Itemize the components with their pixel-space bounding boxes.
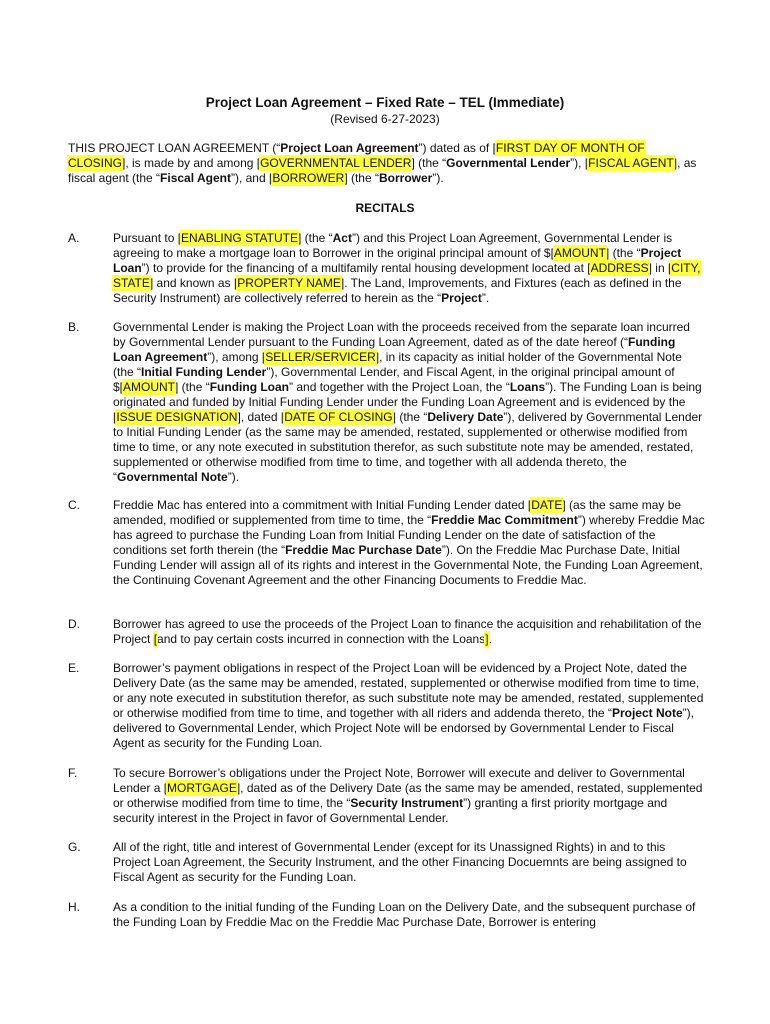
defined-term: Project Loan Agreement [280,141,419,155]
placeholder-field: ENABLING STATUTE [181,231,298,245]
recital-letter: G. [68,840,81,854]
text-run: ”). [432,171,444,185]
placeholder-field: AMOUNT [123,380,176,394]
text-run: ], dated as of the Delivery Date (as the same may be amended, restated, supplemented or otherwise modified from time to time, the “ [113,781,703,810]
text-run: ] (the “ [175,380,210,394]
text-run: ”) dated as of [ [418,141,496,155]
text-run: ”), Governmental Lender, and Fiscal Agent, in the original principal amount of $[ [113,365,675,394]
recital-text [113,661,705,751]
recital-letter: H. [68,900,80,914]
placeholder-field: FISCAL AGENT [588,156,674,170]
text-run: ”) granting a first priority mortgage and security interest in the Project in favor of Governmental Lender. [113,796,668,825]
placeholder-field: AMOUNT [553,246,606,260]
text-run: ”), [ [570,156,589,170]
defined-term: Initial Funding Lender [141,365,267,379]
text-run: ] (the “ [411,156,447,170]
text-run: ”. [481,291,490,305]
recital-text [113,231,705,306]
text-run: ”), and [ [230,171,273,185]
text-run: ] and known as [ [149,276,238,290]
placeholder-field: SELLER/SERVICER [265,350,376,364]
text-run: ], in its capacity as initial holder of the Governmental Note (the “ [113,350,682,379]
defined-term: Freddie Mac Commitment [431,513,578,527]
recital-letter: C. [68,498,80,512]
text-run: ]. The Land, Improvements, and Fixtures (each as defined in the Security Instrument) are collectively referred to herein as the “ [113,276,682,305]
defined-term: Governmental Lender [446,156,571,170]
text-run: Borrower has agreed to use the proceeds of the Project Loan to finance the acquisition and rehabilitation of the Project [113,617,702,646]
text-run: ”), delivered by Governmental Lender to Initial Funding Lender (as the same may be amended, restated, supplemented or otherwise modified from time to time, or any note executed in substitution therefor, as such substitute note may be amended, restated, supplemented or otherwise modified from time to time, and together with all addenda thereto, the “ [113,410,703,484]
text-run: ] (as the same may be amended, modified or supplemented from time to time, the “ [113,498,682,527]
placeholder-field: GOVERNMENTAL LENDER [260,156,412,170]
recital-text [113,617,705,647]
bracket-mark: ] [485,632,489,646]
placeholder-field: MORTGAGE [167,781,237,795]
placeholder-field: ADDRESS [590,261,649,275]
text-run: ”), delivered to Governmental Lender, which Project Note will be endorsed by Governmental Lender to Fiscal Agent as security for the Funding Loan. [113,706,694,750]
defined-term: Governmental Note [117,470,228,484]
placeholder-field: PROPERTY NAME [237,276,341,290]
text-run: ” and together with the Project Loan, the “ [289,380,510,394]
text-run: Pursuant to [ [113,231,182,245]
text-run: ”) whereby Freddie Mac has agreed to purchase the Funding Loan from Initial Funding Lender on the date of satisfaction of the conditions set forth therein (the “ [113,513,705,557]
recital-text [113,498,705,588]
recital-text [113,320,705,485]
defined-term: Delivery Date [427,410,504,424]
defined-term: Act [332,231,352,245]
defined-term: Project Loan [113,246,682,275]
text-run: ”). [227,470,240,484]
text-run: ”) to provide for the financing of a multifamily rental housing development located at [ [141,261,591,275]
placeholder-field: DATE OF CLOSING [284,410,393,424]
recital-letter: B. [68,320,80,334]
recital-text [113,766,705,826]
text-run: ”). On the Freddie Mac Purchase Date, Initial Funding Lender will assign all of its rights and interest in the Governmental Note, the Funding Loan Agreement, the Continuing Covenant Agreement and the other Financing Documents to Freddie Mac. [113,543,703,587]
text-run: ] (the “ [344,171,379,185]
intro-paragraph [68,141,704,186]
text-run: Borrower’s payment obligations in respect of the Project Loan will be evidenced by a Project Note, dated the Delivery Date (as the same may be amended, restated, supplemented or otherwise modified from time to time, or any note executed in substitution therefor, as such substitute note may be amended, restated, supplemented or otherwise modified from time to time, and together with all riders and addenda thereto, the “ [113,661,704,720]
text-run: ] in [ [648,261,672,275]
text-run: Freddie Mac has entered into a commitment with Initial Funding Lender dated [ [113,498,532,512]
defined-term: Loans [509,380,546,394]
recital-letter: D. [68,617,80,631]
defined-term: Funding Loan [209,380,290,394]
text-run: and to pay certain costs incurred in connection with the Loans [157,632,486,646]
placeholder-field: ISSUE DESIGNATION [116,410,238,424]
placeholder-field: BORROWER [272,171,345,185]
recital-text: As a condition to the initial funding of the Funding Loan on the Delivery Date, and the subsequent purchase of the Funding Loan by Freddie Mac on the Freddie Mac Purchase Date, Borrower is entering [113,900,696,929]
text-run: ”) and this Project Loan Agreement, Governmental Lender is agreeing to make a mortgage loan to Borrower in the original principal amount of $[ [113,231,673,260]
bracket-mark: [ [153,632,158,646]
placeholder-field: FIRST DAY OF MONTH OF CLOSING [68,141,645,170]
placeholder-field: DATE [531,498,563,512]
text-run: ] (the “ [297,231,333,245]
text-run: ], as fiscal agent (the “ [68,156,697,185]
recital-text: All of the right, title and interest of Governmental Lender (except for its Unassigned Rights) in and to this Project Loan Agreement, the Security Instrument, and the other Financing Docuemnts are being assigned to Fiscal Agent as security for the Funding Loan. [113,840,687,884]
text-run: . [488,632,492,646]
document-title: Project Loan Agreement – Fixed Rate – TEL (Immediate) [205,95,565,110]
recitals-heading: RECITALS [355,201,415,215]
defined-term: Freddie Mac Purchase Date [285,543,442,557]
text-run: ”). The Funding Loan is being originated and funded by Initial Funding Lender under the Funding Loan Agreement and is evidenced by the [ [113,380,702,424]
placeholder-field: CITY, STATE [113,261,701,290]
defined-term: Funding Loan Agreement [113,335,676,364]
text-run: THIS PROJECT LOAN AGREEMENT (“ [68,141,281,155]
text-run: ], is made by and among [ [122,156,261,170]
defined-term: Project Note [611,706,683,720]
revision-date: (Revised 6-27-2023) [330,112,440,126]
defined-term: Borrower [379,171,433,185]
text-run: ] (the “ [392,410,428,424]
text-run: To secure Borrower’s obligations under the Project Note, Borrower will execute and deliver to Governmental Lender a [ [113,766,685,795]
recital-letter: F. [68,766,78,780]
text-run: ], dated [ [237,410,285,424]
defined-term: Fiscal Agent [160,171,231,185]
recital-letter: E. [68,661,80,675]
text-run: ”), among [ [207,350,266,364]
text-run: ] (the “ [605,246,641,260]
defined-term: Project [441,291,482,305]
defined-term: Security Instrument [350,796,464,810]
recital-letter: A. [68,231,80,245]
text-run: Governmental Lender is making the Project Loan with the proceeds received from the separate loan incurred by Governmental Lender pursuant to the Funding Loan Agreement, dated as of the date hereof (“ [113,320,690,349]
